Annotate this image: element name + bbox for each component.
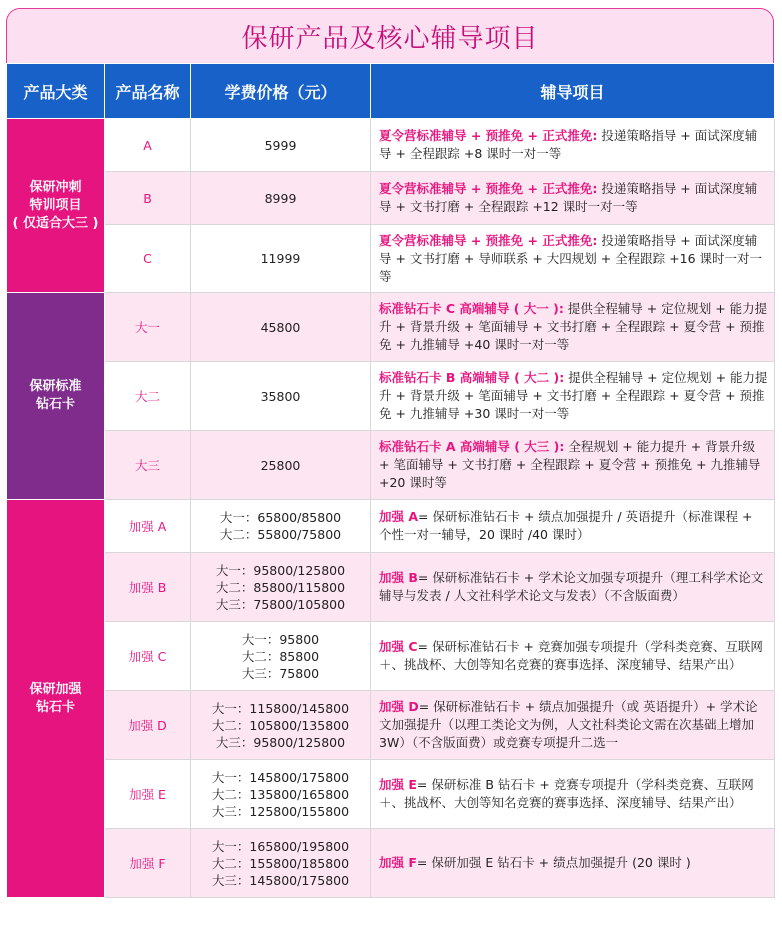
coaching-text: 投递策略指导 + 面试深度辅导 + 文书打磨 + 导师联系 + 大四规划 + 全程跟踪 +16 课时一对一等 [379,232,763,284]
tuition-price: 大一：95800/125800 大二：85800/115800 大三：75800/105800 [191,553,371,622]
coaching-highlight: 加强 C [379,639,418,654]
product-name: 大三 [105,431,191,500]
coaching-text: = 保研加强 E 钻石卡 + 绩点加强提升 (20 课时 ) [416,855,691,870]
table-row [7,293,775,362]
coaching-description [371,362,775,431]
table-row [7,500,775,553]
coaching-highlight: 标准钻石卡 C 高端辅导 ( 大一 ): [379,301,564,316]
coaching-highlight: 加强 D [379,699,419,714]
pricing-table [6,63,775,898]
table-row [7,691,775,760]
tuition-price: 35800 [191,362,371,431]
coaching-highlight: 加强 F [379,855,417,870]
category-standard: 保研标准 钻石卡 [7,293,105,500]
coaching-text: 投递策略指导 + 面试深度辅导 + 全程跟踪 +8 课时一对一等 [379,128,758,161]
coaching-text: = 保研标准钻石卡 + 竞赛加强专项提升（学科类竞赛、互联网＋、挑战杯、大创等知名竞赛的赛事选择、深度辅导、结果产出） [379,639,763,672]
coaching-description [371,691,775,760]
category-enhanced: 保研加强 钻石卡 [7,500,105,898]
table-header-row [7,64,775,119]
coaching-text: = 保研标准钻石卡 + 绩点加强提升 / 英语提升（标准课程 + 个性一对一辅导，20 课时 /40 课时） [379,509,753,542]
table-row [7,225,775,293]
coaching-text: 提供全程辅导 + 定位规划 + 能力提升 + 背景升级 + 笔面辅导 + 文书打磨 + 全程跟踪 + 夏令营 + 预推免 + 九推辅导 +40 课时一对一等 [379,301,768,352]
product-name: 加强 F [105,829,191,898]
product-name: 加强 B [105,553,191,622]
tuition-price: 11999 [191,225,371,293]
coaching-highlight: 加强 B [379,570,418,585]
coaching-text: 提供全程辅导 + 定位规划 + 能力提升 + 背景升级 + 笔面辅导 + 文书打磨 + 全程跟踪 + 夏令营 + 预推免 + 九推辅导 +30 课时一对一等 [379,370,768,421]
coaching-text: = 保研标准 B 钻石卡 + 竞赛专项提升（学科类竞赛、互联网＋、挑战杯、大创等知名竞赛的赛事选择、深度辅导、结果产出） [379,777,754,810]
product-name: 加强 E [105,760,191,829]
table-row [7,431,775,500]
table-row [7,622,775,691]
product-name: B [105,172,191,225]
tuition-price: 25800 [191,431,371,500]
coaching-highlight: 标准钻石卡 B 高端辅导 ( 大二 ): [379,370,565,385]
coaching-highlight: 夏令营标准辅导 + 预推免 + 正式推免: [379,181,598,196]
coaching-text: 投递策略指导 + 面试深度辅导 + 文书打磨 + 全程跟踪 +12 课时一对一等 [379,181,758,214]
coaching-text: 全程规划 + 能力提升 + 背景升级 + 笔面辅导 + 文书打磨 + 全程跟踪 + 夏令营 + 预推免 + 九推辅导 +20 课时等 [379,439,761,490]
header-tuition: 学费价格（元） [191,64,371,119]
coaching-description [371,293,775,362]
coaching-description [371,500,775,553]
coaching-description [371,829,775,898]
product-name: 大一 [105,293,191,362]
table-row [7,362,775,431]
coaching-highlight: 加强 E [379,777,417,792]
coaching-text: = 保研标准钻石卡 + 绩点加强提升（或 英语提升）+ 学术论文加强提升（以理工类论文为例，人文社科类论文需在次基础上增加 3W）（不含版面费）或竞赛专项提升二选一 [379,699,758,750]
table-row [7,172,775,225]
tuition-price: 5999 [191,119,371,172]
header-category: 产品大类 [7,64,105,119]
category-sprint: 保研冲刺 特训项目 ( 仅适合大三 ) [7,119,105,293]
coaching-description [371,225,775,293]
tuition-price: 大一：165800/195800 大二：155800/185800 大三：145800/175800 [191,829,371,898]
coaching-description [371,172,775,225]
header-coaching-items: 辅导项目 [371,64,775,119]
coaching-highlight: 夏令营标准辅导 + 预推免 + 正式推免: [379,128,598,143]
product-name: 大二 [105,362,191,431]
tuition-price: 大一：145800/175800 大二：135800/165800 大三：125800/155800 [191,760,371,829]
tuition-price: 大一：65800/85800 大二：55800/75800 [191,500,371,553]
table-row [7,829,775,898]
product-name: C [105,225,191,293]
coaching-description [371,622,775,691]
coaching-description [371,119,775,172]
coaching-text: = 保研标准钻石卡 + 学术论文加强专项提升（理工科学术论文辅导与发表 / 人文社科学术论文与发表）（不含版面费） [379,570,764,603]
tuition-price: 大一：115800/145800 大二：105800/135800 大三：95800/125800 [191,691,371,760]
pricing-sheet [6,8,774,898]
coaching-highlight: 标准钻石卡 A 高端辅导 ( 大三 ): [379,439,565,454]
coaching-description [371,431,775,500]
coaching-description [371,553,775,622]
tuition-price: 45800 [191,293,371,362]
product-name: 加强 D [105,691,191,760]
coaching-highlight: 加强 A [379,509,419,524]
coaching-description [371,760,775,829]
page-title: 保研产品及核心辅导项目 [6,8,774,63]
product-name: 加强 A [105,500,191,553]
product-name: 加强 C [105,622,191,691]
table-row [7,119,775,172]
tuition-price: 8999 [191,172,371,225]
table-row [7,553,775,622]
tuition-price: 大一：95800 大二：85800 大三：75800 [191,622,371,691]
header-product-name: 产品名称 [105,64,191,119]
coaching-highlight: 夏令营标准辅导 + 预推免 + 正式推免: [379,232,598,248]
table-row [7,760,775,829]
product-name: A [105,119,191,172]
